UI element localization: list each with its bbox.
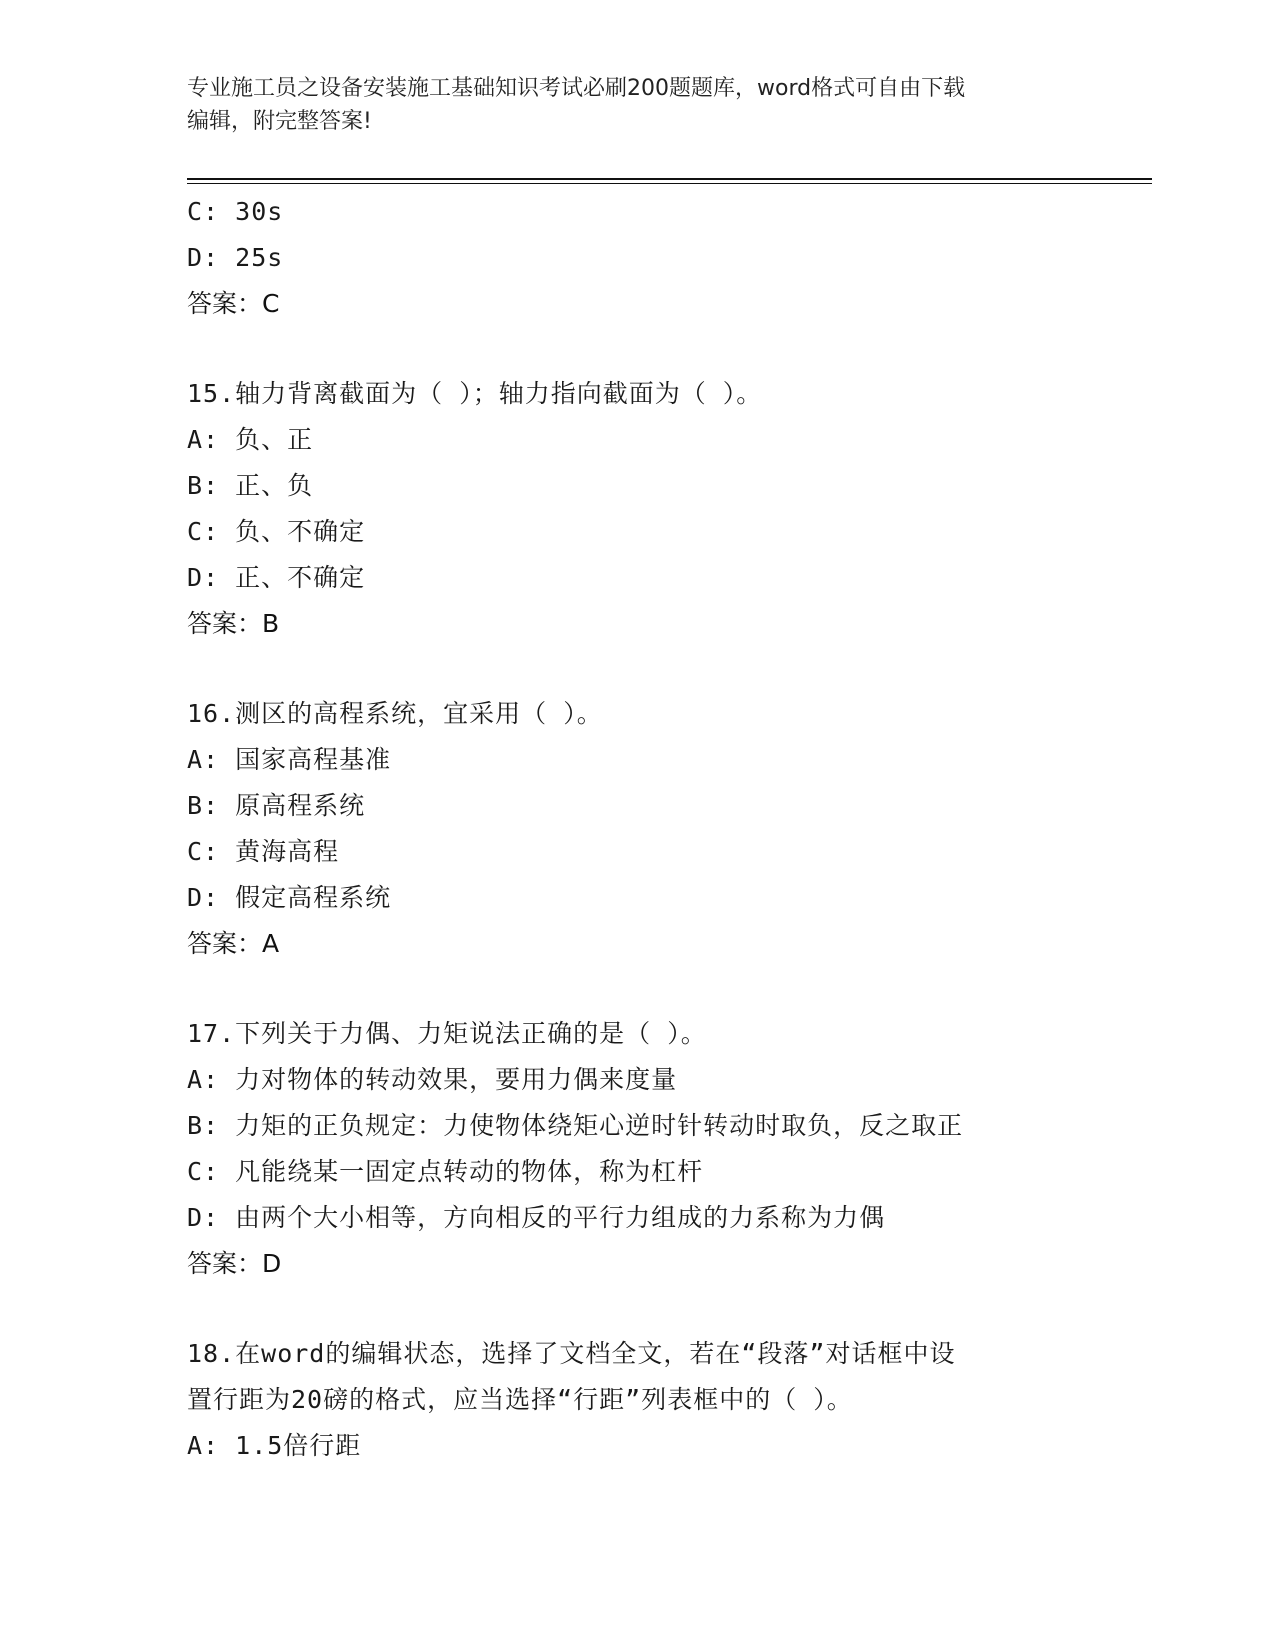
- option-line: A: 1.5倍行距: [187, 1431, 362, 1460]
- option-line: D: 假定高程系统: [187, 883, 392, 912]
- answer-line: 答案：D: [187, 1249, 282, 1278]
- header-title-line-2: 编辑，附完整答案!: [187, 109, 372, 134]
- header-rule-thick: [187, 178, 1152, 180]
- answer-line: 答案：C: [187, 289, 280, 318]
- question-block-14: [187, 189, 1152, 327]
- question-block-18: [187, 1331, 1152, 1469]
- question-block-15: [187, 371, 1152, 647]
- option-line: D: 25s: [187, 243, 284, 272]
- answer-line: 答案：B: [187, 609, 280, 638]
- option-line: D: 正、不确定: [187, 563, 366, 592]
- option-line: C: 黄海高程: [187, 837, 340, 866]
- header-title-line-1: 专业施工员之设备安装施工基础知识考试必刷200题题库，word格式可自由下载: [187, 76, 966, 101]
- question-stem: 17.下列关于力偶、力矩说法正确的是（ ）。: [187, 1019, 707, 1048]
- question-block-16: [187, 691, 1152, 967]
- option-line: B: 力矩的正负规定：力使物体绕矩心逆时针转动时取负，反之取正: [187, 1111, 964, 1140]
- option-line: D: 由两个大小相等，方向相反的平行力组成的力系称为力偶: [187, 1203, 886, 1232]
- option-line: C: 负、不确定: [187, 517, 366, 546]
- option-line: A: 负、正: [187, 425, 314, 454]
- option-line: C: 凡能绕某一固定点转动的物体，称为杠杆: [187, 1157, 704, 1186]
- option-line: A: 国家高程基准: [187, 745, 392, 774]
- document-header: [187, 72, 1087, 138]
- answer-line: 答案：A: [187, 929, 280, 958]
- question-stem: 15.轴力背离截面为（ ）；轴力指向截面为（ ）。: [187, 379, 763, 408]
- option-line: B: 正、负: [187, 471, 314, 500]
- option-line: C: 30s: [187, 197, 284, 226]
- option-line: B: 原高程系统: [187, 791, 366, 820]
- question-block-17: [187, 1011, 1152, 1287]
- question-stem-continued: 置行距为20磅的格式，应当选择“行距”列表框中的（ ）。: [187, 1385, 853, 1414]
- question-stem: 16.测区的高程系统，宜采用（ ）。: [187, 699, 603, 728]
- question-content: [187, 189, 1152, 1469]
- header-rule-thin: [187, 183, 1152, 184]
- question-stem: 18.在word的编辑状态，选择了文档全文，若在“段落”对话框中设: [187, 1339, 956, 1368]
- option-line: A: 力对物体的转动效果，要用力偶来度量: [187, 1065, 678, 1094]
